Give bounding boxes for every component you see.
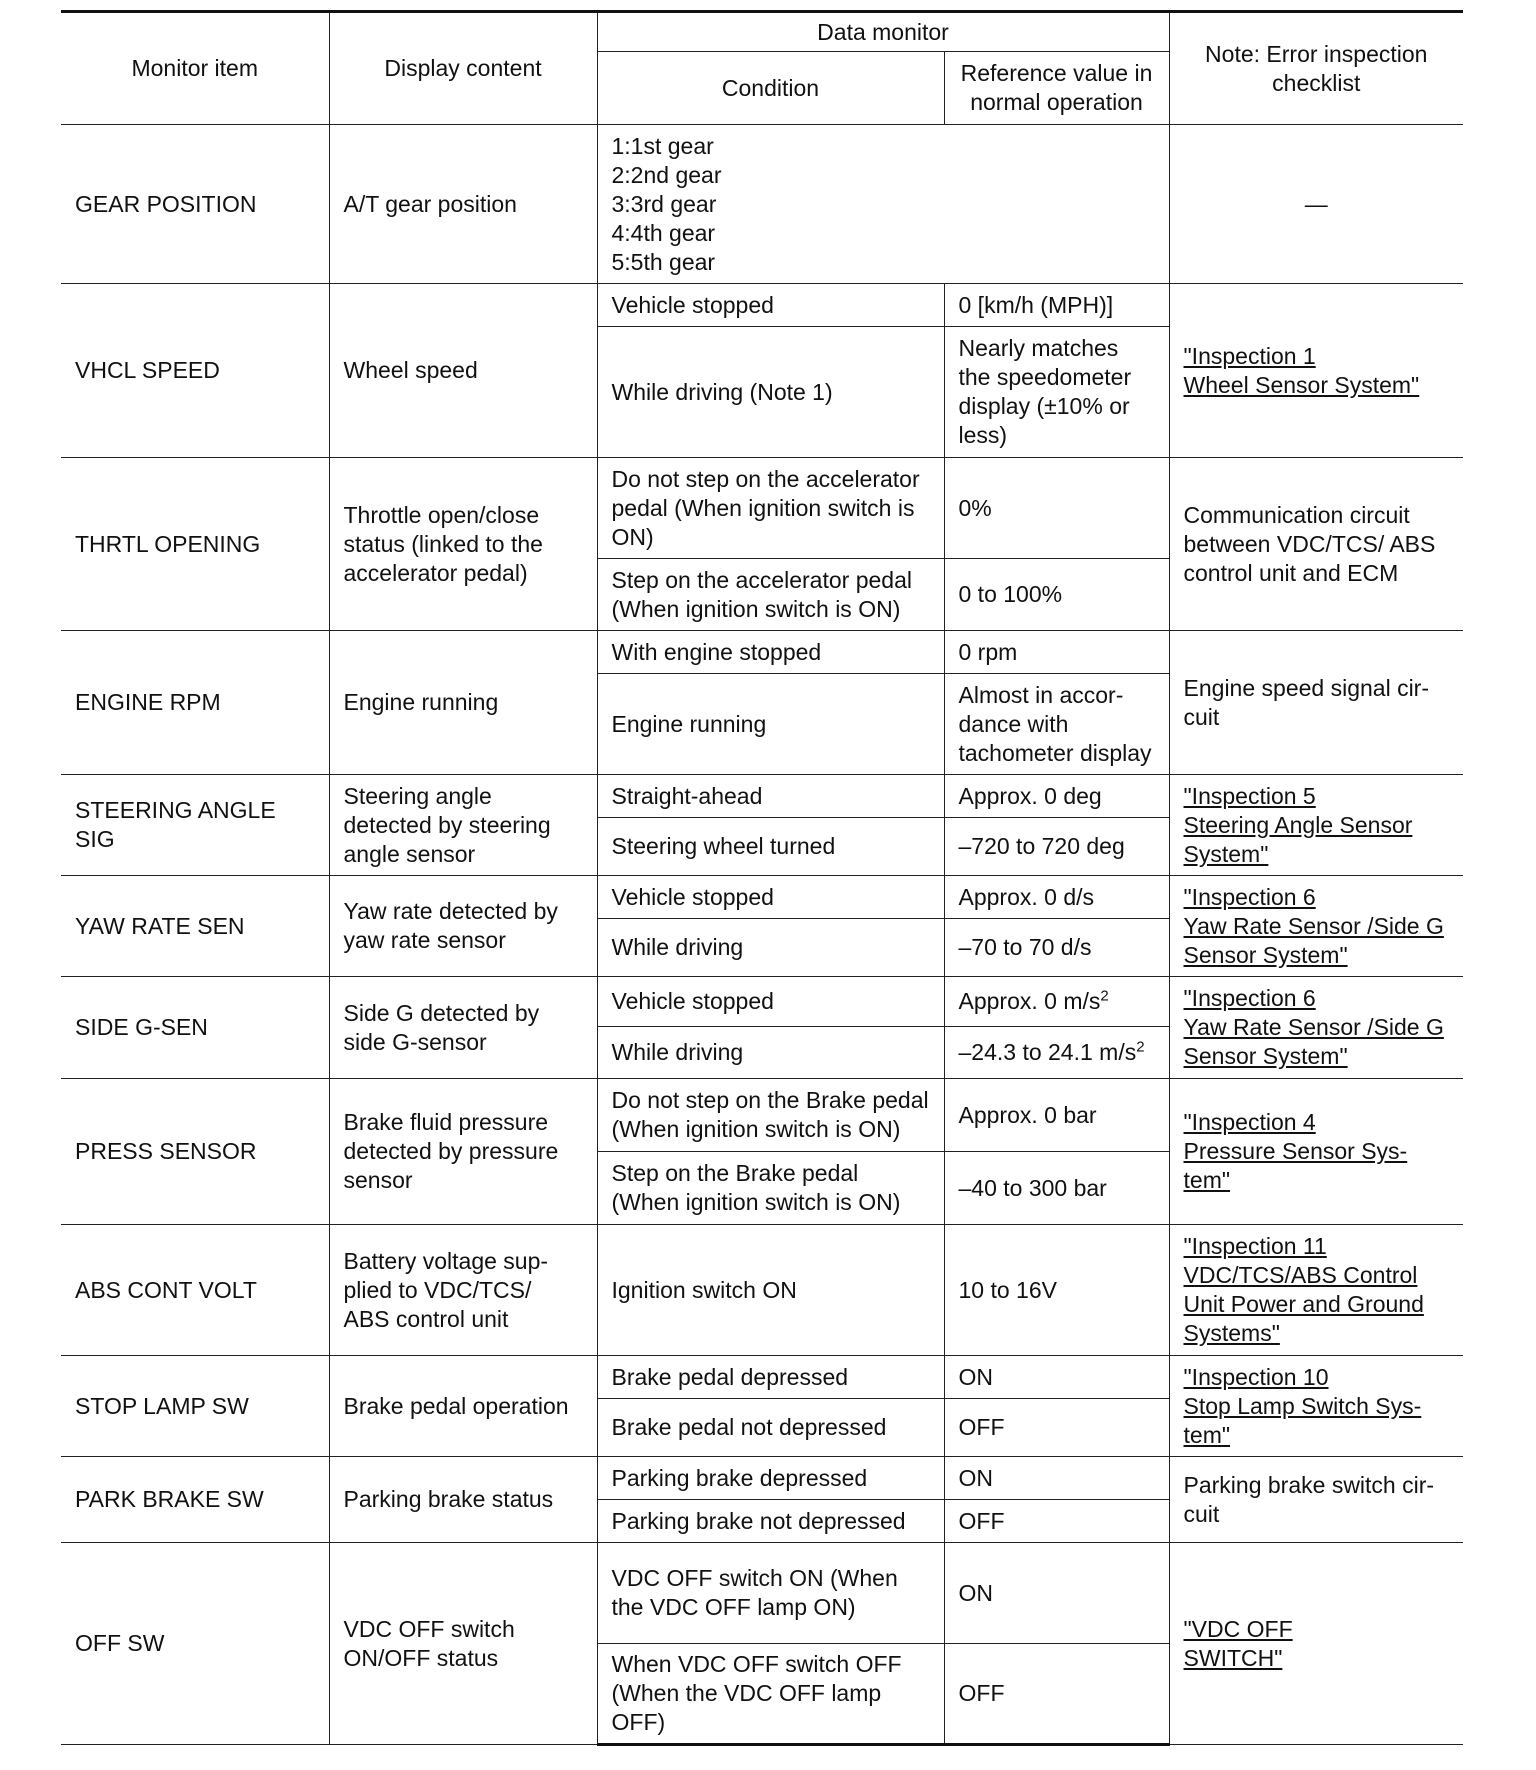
note-cell: — bbox=[1169, 125, 1463, 284]
note-link[interactable] bbox=[1169, 284, 1463, 458]
display-content: Battery voltage sup-plied to VDC/TCS/ ABS control unit bbox=[329, 1225, 597, 1356]
monitor-item: THRTL OPENING bbox=[61, 458, 329, 631]
condition-cell: Do not step on the Brake pedal (When ignition switch is ON) bbox=[597, 1079, 944, 1152]
inspection-link[interactable]: "Inspection 1 Wheel Sensor System" bbox=[1183, 342, 1420, 398]
reference-cell: OFF bbox=[944, 1500, 1169, 1543]
monitor-item: STOP LAMP SW bbox=[61, 1356, 329, 1457]
condition-cell: VDC OFF switch ON (When the VDC OFF lamp ON) bbox=[597, 1543, 944, 1644]
condition-cell: While driving (Note 1) bbox=[597, 327, 944, 458]
table-row bbox=[61, 1225, 1463, 1356]
condition-cell: Vehicle stopped bbox=[597, 876, 944, 919]
monitor-item: PRESS SENSOR bbox=[61, 1079, 329, 1225]
inspection-link[interactable]: "Inspection 10 Stop Lamp Switch Sys-tem" bbox=[1183, 1363, 1422, 1448]
reference-cell: 0 to 100% bbox=[944, 559, 1169, 631]
header-monitor-item: Monitor item bbox=[61, 12, 329, 125]
condition-cell: Engine running bbox=[597, 674, 944, 775]
header-reference-value: Reference value in normal operation bbox=[944, 52, 1169, 125]
monitor-item: VHCL SPEED bbox=[61, 284, 329, 458]
reference-cell: ON bbox=[944, 1543, 1169, 1644]
display-content: Engine running bbox=[329, 631, 597, 775]
condition-cell: While driving bbox=[597, 919, 944, 977]
monitor-item: ENGINE RPM bbox=[61, 631, 329, 775]
table-row bbox=[61, 876, 1463, 919]
display-content: Brake pedal operation bbox=[329, 1356, 597, 1457]
header-note: Note: Error inspection checklist bbox=[1169, 12, 1463, 125]
inspection-link[interactable]: "Inspection 6 Yaw Rate Sensor /Side G Sensor System" bbox=[1183, 883, 1444, 968]
note-link[interactable] bbox=[1169, 1543, 1463, 1745]
monitor-item: YAW RATE SEN bbox=[61, 876, 329, 977]
table-row bbox=[61, 1356, 1463, 1399]
reference-cell: OFF bbox=[944, 1644, 1169, 1745]
condition-cell: Straight-ahead bbox=[597, 775, 944, 818]
condition-cell: When VDC OFF switch OFF (When the VDC OFF lamp OFF) bbox=[597, 1644, 944, 1745]
display-content: Side G detected by side G-sensor bbox=[329, 977, 597, 1079]
condition-cell: Steering wheel turned bbox=[597, 818, 944, 876]
note-link[interactable] bbox=[1169, 1225, 1463, 1356]
monitor-item: GEAR POSITION bbox=[61, 125, 329, 284]
condition-cell: Ignition switch ON bbox=[597, 1225, 944, 1356]
condition-cell: Step on the accelerator pedal (When ignition switch is ON) bbox=[597, 559, 944, 631]
note-cell: Parking brake switch cir-cuit bbox=[1169, 1457, 1463, 1543]
exponent: 2 bbox=[1136, 1038, 1145, 1056]
reference-cell: Approx. 0 deg bbox=[944, 775, 1169, 818]
condition-cell: With engine stopped bbox=[597, 631, 944, 674]
display-content: Yaw rate detected by yaw rate sensor bbox=[329, 876, 597, 977]
monitor-item: PARK BRAKE SW bbox=[61, 1457, 329, 1543]
display-content: Throttle open/close status (linked to the accelerator pedal) bbox=[329, 458, 597, 631]
table-row bbox=[61, 775, 1463, 818]
reference-cell: Approx. 0 bar bbox=[944, 1079, 1169, 1152]
note-cell: Communication circuit between VDC/TCS/ ABS control unit and ECM bbox=[1169, 458, 1463, 631]
display-content: Parking brake status bbox=[329, 1457, 597, 1543]
header-data-monitor: Data monitor bbox=[597, 12, 1169, 52]
note-link[interactable] bbox=[1169, 775, 1463, 876]
monitor-item: ABS CONT VOLT bbox=[61, 1225, 329, 1356]
reference-cell: –720 to 720 deg bbox=[944, 818, 1169, 876]
table-row bbox=[61, 125, 1463, 284]
inspection-link[interactable]: "VDC OFF SWITCH" bbox=[1183, 1615, 1293, 1671]
reference-cell: ON bbox=[944, 1457, 1169, 1500]
condition-cell: Do not step on the accelerator pedal (When ignition switch is ON) bbox=[597, 458, 944, 559]
inspection-link[interactable]: "Inspection 5 Steering Angle Sensor System" bbox=[1183, 782, 1413, 867]
reference-value: –24.3 to 24.1 m/s bbox=[958, 1039, 1137, 1065]
table-row bbox=[61, 977, 1463, 1027]
display-content: VDC OFF switch ON/OFF status bbox=[329, 1543, 597, 1745]
condition-cell: 1:1st gear 2:2nd gear 3:3rd gear 4:4th gear 5:5th gear bbox=[597, 125, 1169, 284]
inspection-link[interactable]: "Inspection 11 VDC/TCS/ABS Control Unit Power and Ground Systems" bbox=[1183, 1233, 1424, 1346]
inspection-link[interactable]: "Inspection 6 Yaw Rate Sensor /Side G Sensor System" bbox=[1183, 985, 1444, 1069]
condition-cell: Brake pedal not depressed bbox=[597, 1399, 944, 1457]
reference-value: Approx. 0 m/s bbox=[958, 988, 1101, 1014]
note-link[interactable] bbox=[1169, 977, 1463, 1079]
monitor-item: SIDE G-SEN bbox=[61, 977, 329, 1079]
display-content: Brake fluid pressure detected by pressure sensor bbox=[329, 1079, 597, 1225]
monitor-item: OFF SW bbox=[61, 1543, 329, 1745]
reference-cell: 0 [km/h (MPH)] bbox=[944, 284, 1169, 327]
condition-cell: While driving bbox=[597, 1027, 944, 1079]
reference-cell bbox=[944, 977, 1169, 1027]
reference-cell bbox=[944, 1027, 1169, 1079]
table-row bbox=[61, 1543, 1463, 1644]
display-content: Steering angle detected by steering angle sensor bbox=[329, 775, 597, 876]
table-row bbox=[61, 284, 1463, 327]
condition-cell: Parking brake not depressed bbox=[597, 1500, 944, 1543]
note-link[interactable] bbox=[1169, 1356, 1463, 1457]
reference-cell: 10 to 16V bbox=[944, 1225, 1169, 1356]
display-content: A/T gear position bbox=[329, 125, 597, 284]
condition-cell: Vehicle stopped bbox=[597, 977, 944, 1027]
reference-cell: –70 to 70 d/s bbox=[944, 919, 1169, 977]
note-cell: Engine speed signal cir-cuit bbox=[1169, 631, 1463, 775]
monitor-item: STEERING ANGLE SIG bbox=[61, 775, 329, 876]
reference-cell: Almost in accor-dance with tachometer display bbox=[944, 674, 1169, 775]
condition-cell: Parking brake depressed bbox=[597, 1457, 944, 1500]
reference-cell: Nearly matches the speedometer display (±10% or less) bbox=[944, 327, 1169, 458]
note-link[interactable] bbox=[1169, 876, 1463, 977]
table-row bbox=[61, 1079, 1463, 1152]
condition-cell: Step on the Brake pedal (When ignition switch is ON) bbox=[597, 1152, 944, 1225]
exponent: 2 bbox=[1100, 987, 1109, 1005]
header-display-content: Display content bbox=[329, 12, 597, 125]
header-condition: Condition bbox=[597, 52, 944, 125]
reference-cell: Approx. 0 d/s bbox=[944, 876, 1169, 919]
reference-cell: ON bbox=[944, 1356, 1169, 1399]
inspection-link[interactable]: "Inspection 4 Pressure Sensor Sys-tem" bbox=[1183, 1109, 1408, 1193]
note-link[interactable] bbox=[1169, 1079, 1463, 1225]
table-row bbox=[61, 458, 1463, 559]
table-row bbox=[61, 1457, 1463, 1500]
reference-cell: 0 rpm bbox=[944, 631, 1169, 674]
table-row bbox=[61, 631, 1463, 674]
reference-cell: –40 to 300 bar bbox=[944, 1152, 1169, 1225]
reference-cell: OFF bbox=[944, 1399, 1169, 1457]
display-content: Wheel speed bbox=[329, 284, 597, 458]
reference-cell: 0% bbox=[944, 458, 1169, 559]
monitor-table bbox=[61, 10, 1463, 1746]
condition-cell: Brake pedal depressed bbox=[597, 1356, 944, 1399]
condition-cell: Vehicle stopped bbox=[597, 284, 944, 327]
